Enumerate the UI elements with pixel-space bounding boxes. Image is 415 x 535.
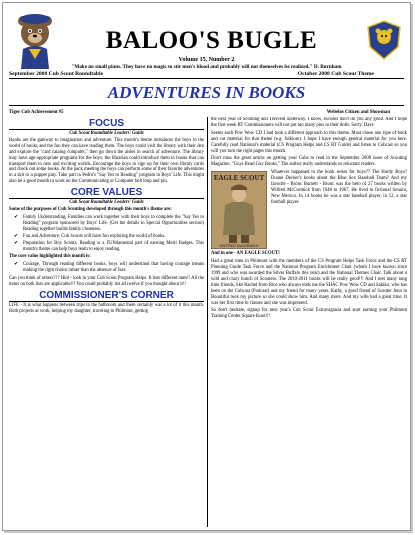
list-item: ✔ Preparation for Boy Scouts, Reading is a FUNdamental part of earning Merit Badges. This month's theme can help boys learn to enjoy reading. bbox=[23, 241, 204, 253]
others-text: Can you think of others??? Hint - look in your Cub Scout Program Helps. It lists different ones!! All the items on both lists are applicable!!! You could probably list all twelve if you thought about it!! bbox=[9, 276, 204, 288]
eagle-scout-line: And in one - AN EAGLE SCOUT! bbox=[211, 251, 280, 257]
right-paragraph: Whatever happened to the book series for boys?? The Hardy Boys? Duane Decker's books about the Blue Sox Baseball Team? And my favorite - Bronc Burnett - Bronc was the hero of 27 books written by Wilfred McCormick from 1948 to 1967. He lived in fictional Sonora, New Mexico. In 14 books he was a star baseball player, in 12, a star football player. bbox=[271, 170, 407, 205]
highlight-list bbox=[9, 262, 204, 274]
commissioner-text: LIFE - It is what happens between trips to the bathroom and there certainly was a lot of it this month. Both projects at work, helping my daughter, traveling to Philmont, getting bbox=[9, 302, 204, 314]
core-values-heading: CORE VALUES bbox=[9, 187, 204, 199]
focus-heading: FOCUS bbox=[9, 118, 204, 130]
right-paragraph: Seems each Pow Wow CD I had took a different approach to this theme. Most chose one type of book and cut material for that theme (e.g. folklore). I hope I have enough general material for you here. Carefully read National's material (CS Program Helps and CS RT Guide) and listen to Cubcast so you will you turn the right pages this month. bbox=[211, 130, 407, 154]
tiger-achievement: Tiger Cub Achievement #5 bbox=[9, 110, 64, 115]
book-cover-author: WILFRED McCORMICK bbox=[219, 244, 259, 249]
commissioner-heading: COMMISSIONER'S CORNER bbox=[9, 290, 204, 302]
right-column bbox=[211, 117, 407, 529]
webelos-activity: Webelos Citizen and Showman bbox=[326, 110, 390, 115]
newsletter-title: BALOO'S BUGLE bbox=[105, 27, 318, 54]
book-cover-title: EAGLE SCOUT bbox=[213, 174, 265, 183]
list-item: ✔ Fun and Adventure, Cub Scouts will have fun exploring the world of books. bbox=[23, 234, 204, 240]
achievement-subhead bbox=[9, 110, 404, 115]
volume-number: Volume 15, Number 2 bbox=[178, 57, 235, 63]
focus-text: Books are the gateway to imagination and adventure. This month's theme introduces the boys to the world of books and the fun they can have reading them. The boys could visit the library with their den and explore the "card catalog computer," then go down the aisles in search of adventure. The library may have age-appropriate programs for the boys; the librarian could introduce them to books that can transport them to new and exciting worlds. Encourage the boys to sign up for their own library cards and check out some books. At the pack meeting the boys can perform some of their favorite adventures in a skit or a puppet play. Take part in Pedro's "Say Yes to Reading" program in Boys' Life. This might also be a good month to work on the Communicating or Computer belt loop and pin. bbox=[9, 137, 204, 185]
right-paragraph: the next year of Scouting and Thrivent underway. I know, excuses don't do you any good. And I hope the first week RT Commissioners will not put too many pins in their dolls. Sorry. Dave bbox=[211, 117, 407, 128]
theme-date: October 2008 Cub Scout Theme bbox=[297, 71, 374, 77]
eagle-scout-book-cover bbox=[211, 171, 267, 249]
focus-source: Cub Scout Roundtable Leaders' Guide bbox=[69, 131, 144, 136]
left-column bbox=[9, 117, 204, 529]
newsletter-page bbox=[2, 2, 411, 531]
core-values-source: Cub Scout Roundtable Leaders' Guide bbox=[69, 200, 144, 206]
header-quote: "Make no small plans. They have no magic to stir men's blood and probably will not themselves be realized." D. Burnham bbox=[71, 64, 342, 70]
list-item: ✔ Courage, Through reading different books, boys will understand that having courage means making the right choice rather than the absence of fear. bbox=[23, 262, 204, 274]
theme-banner: ADVENTURES IN BOOKS bbox=[9, 83, 404, 106]
dateline bbox=[9, 71, 404, 79]
right-paragraph: So don't hesitate, signup for next year's Cub Scout Extravaganza and start earning your Philmont Training Center Square Knot!!! bbox=[211, 308, 407, 320]
column-divider bbox=[207, 117, 208, 527]
roundtable-date: September 2008 Cub Scout Roundtable bbox=[9, 71, 104, 77]
right-paragraph: Don't miss the great article on getting your Cubs to read in the September 2008 issue of Scouting Magazine, "Guys Read Guy Books." The author really understands us reluctant readers. bbox=[211, 156, 407, 168]
core-values-list bbox=[9, 215, 204, 252]
highlight-intro: The core value highlighted this month is: bbox=[9, 254, 91, 260]
core-values-intro: Some of the purposes of Cub Scouting developed through this month's theme are: bbox=[9, 207, 172, 213]
list-item: ✔ Family Understanding, Families can work together with their boys to complete the "Say Yes to Reading" program sponsored by Boys' Life. (Get the details in Special Opportunities section) Reading together builds family closeness. bbox=[23, 215, 204, 233]
right-paragraph: Had a great time in Philmont with the members of the CS Program Helps Task Force and the CS RT Planning Guide Task Force and the National Program Enrichment Chair (whom I have known since 1999 and who was awarded the Silver Buffalo this year) and the National Themes Chair. Talk about a wild and crazy bunch of Scouters. The 2010-2011 books will be really good!!! And I met many long time friends, like Rachel from Rice who always ends me the SHAC Pow Wow CD and Sakiko, who has been on the Cubcast (Podcast) and my friend for many years. Kathy, a good friend of Scouter Jenn in Bountiful took my picture so she could show him. And many more. And my wife had a great time. It was her first time in classes and she was impressed. bbox=[211, 259, 407, 306]
cub-scout-emblem-logo bbox=[366, 19, 402, 61]
